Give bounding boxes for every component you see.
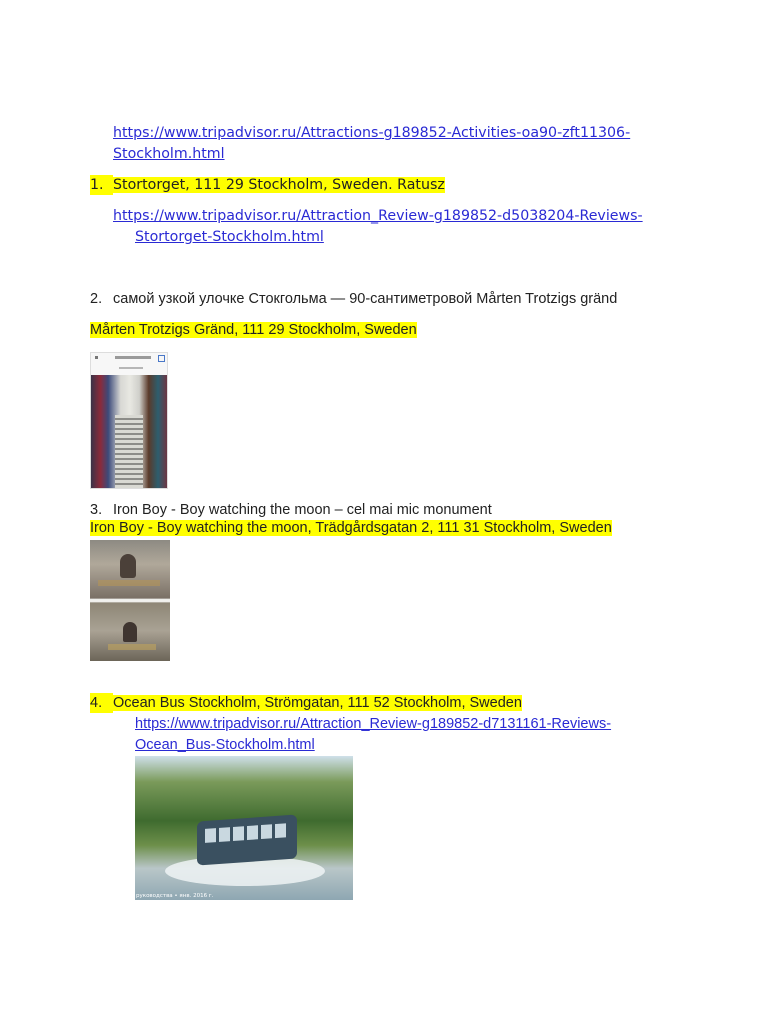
link-stortorget-part1: https://www.tripadvisor.ru/Attraction_Review-g189852-d5038204-Reviews- (113, 208, 643, 224)
iron-boy-statue (120, 554, 136, 578)
coins-2 (108, 644, 156, 650)
back-arrow-icon (95, 356, 98, 359)
link-attractions-part2: Stockholm.html (113, 146, 225, 162)
list-item-2 (90, 289, 617, 309)
link-attractions-cont[interactable] (113, 144, 225, 164)
photo-caption: руководства • янв. 2016 г. (136, 893, 214, 899)
photo-subtitle-bar (119, 367, 143, 369)
link-ocean-bus-cont[interactable] (135, 735, 315, 755)
link-stortorget[interactable] (113, 206, 643, 226)
link-ocean-bus-part2: Ocean_Bus-Stockholm.html (135, 737, 315, 753)
list-item-1-text: Stortorget, 111 29 Stockholm, Sweden. Ratusz (113, 177, 445, 193)
list-item-3 (90, 500, 492, 520)
link-stortorget-cont[interactable] (135, 227, 324, 247)
list-item-4-number: 4. (90, 693, 113, 713)
list-item-4-text: Ocean Bus Stockholm, Strömgatan, 111 52 Stockholm, Sweden (113, 695, 522, 711)
alley-stairs (115, 415, 143, 489)
photo-marten-trotzigs-grand (90, 352, 168, 489)
list-item-1 (90, 175, 445, 195)
link-ocean-bus[interactable] (135, 714, 611, 734)
address-iron-boy: Iron Boy - Boy watching the moon, Trädgårdsgatan 2, 111 31 Stockholm, Sweden (90, 520, 612, 536)
list-item-2-number: 2. (90, 291, 103, 307)
link-ocean-bus-part1: https://www.tripadvisor.ru/Attraction_Review-g189852-d7131161-Reviews- (135, 716, 612, 732)
coins (98, 580, 160, 586)
share-icon (158, 355, 165, 362)
iron-boy-statue-2 (123, 622, 137, 642)
list-item-3-number: 3. (90, 502, 103, 518)
list-item-4 (90, 693, 522, 713)
list-item-2-address (90, 320, 417, 340)
photo-title-bar (115, 356, 151, 359)
alley-image (91, 375, 168, 489)
link-attractions-part1: https://www.tripadvisor.ru/Attractions-g189852-Activities-oa90-zft11306- (113, 125, 631, 141)
amphibious-bus (197, 815, 297, 866)
list-item-3-address (90, 518, 612, 538)
link-attractions[interactable] (113, 123, 630, 143)
list-item-3-text: Iron Boy - Boy watching the moon – cel mai mic monument (113, 502, 492, 518)
photo-ocean-bus (135, 756, 353, 900)
photo-iron-boy (90, 540, 170, 661)
photo-screenshot-header (91, 353, 168, 375)
list-item-2-text: самой узкой улочке Стокгольма — 90-сантиметровой Mårten Trotzigs gränd (113, 291, 618, 307)
address-marten-trotzigs: Mårten Trotzigs Gränd, 111 29 Stockholm, Sweden (90, 322, 417, 338)
list-item-1-number: 1. (90, 175, 113, 195)
link-stortorget-part2: Stortorget-Stockholm.html (135, 229, 324, 245)
